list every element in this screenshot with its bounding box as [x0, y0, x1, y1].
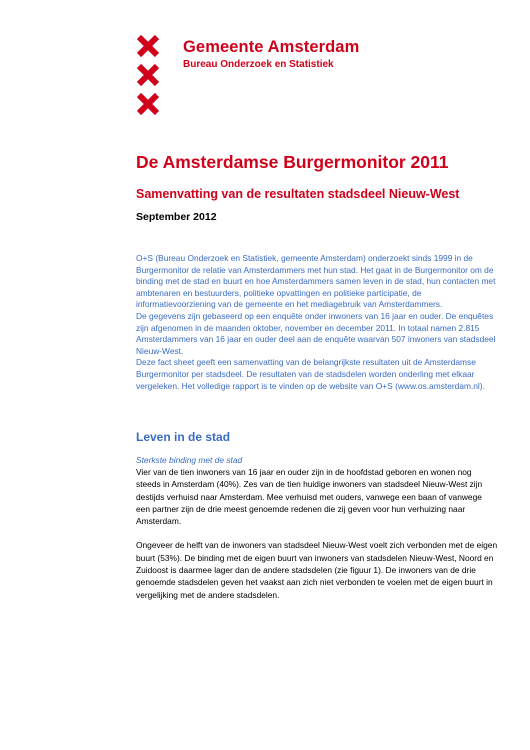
section-subheading: Sterkste binding met de stad [136, 455, 243, 465]
cross-icon [136, 63, 160, 87]
intro-block [136, 253, 496, 392]
intro-paragraph: Deze fact sheet geeft een samenvatting van de belangrijkste resultaten uit de Amsterdamse Burgermonitor per stadsdeel. De resultaten van de stadsdelen worden onderling met elkaar vergeleken. Het volledige rapport is te vinden op de website van O+S (www.os.amsterdam.nl). [136, 357, 485, 391]
body-paragraph: Ongeveer de helft van de inwoners van stadsdeel Nieuw-West voelt zich verbonden met de eigen buurt (53%). De binding met de eigen buurt van inwoners van stadsdelen Nieuw-West, Noord en Zuidoost is daarmee lager dan de andere stadsdelen (zie figuur 1). De inwoners van de drie genoemde stadsdelen geven het vaakst aan zich niet verbonden te voelen met de eigen buurt in vergelijking met de andere stadsdelen. [136, 540, 498, 600]
section-heading: Leven in de stad [136, 430, 231, 444]
cross-icon [136, 34, 160, 58]
intro-paragraph: O+S (Bureau Onderzoek en Statistiek, gemeente Amsterdam) onderzoekt sinds 1999 in de Burgermonitor de relatie van Amsterdammers met hun stad. Het gaat in de Burgermonitor om de binding met de stad en buurt en hoe Amsterdammers samen leven in de stad, hun contacten met ambtenaren en bestuurders, politieke opvattingen en politieke participatie, de informatievoorziening van de gemeente en het mediagebruik van Amsterdammers. [136, 253, 496, 310]
document-subtitle: Samenvatting van de resultaten stadsdeel Nieuw-West [136, 187, 460, 201]
cross-icon [136, 92, 160, 116]
organization-header [183, 37, 359, 72]
section-body [136, 466, 498, 613]
body-paragraph: Vier van de tien inwoners van 16 jaar en ouder zijn in de hoofdstad geboren en wonen nog steeds in Amsterdam (40%). Zes van de tien huidige inwoners van stadsdeel Nieuw-West zijn destijds verhuisd naar Amsterdam. Mee verhuisd met ouders, vanwege een baan of vanwege een partner zijn de drie meest genoemde redenen die zij geven voor hun verhuizing naar Amsterdam. [136, 467, 483, 527]
org-subtitle: Bureau Onderzoek en Statistiek [183, 59, 334, 70]
org-name: Gemeente Amsterdam [183, 38, 360, 56]
publication-date: September 2012 [136, 211, 217, 223]
intro-paragraph: De gegevens zijn gebaseerd op een enquête onder inwoners van 16 jaar en ouder. De enquêtes zijn afgenomen in de maanden oktober, november en december 2011. In totaal namen 2.815 Amsterdammers van 16 jaar en ouder deel aan de enquête waarvan 507 inwoners van stadsdeel Nieuw-West. [136, 310, 496, 356]
amsterdam-logo [136, 34, 160, 121]
document-title: De Amsterdamse Burgermonitor 2011 [136, 152, 449, 172]
